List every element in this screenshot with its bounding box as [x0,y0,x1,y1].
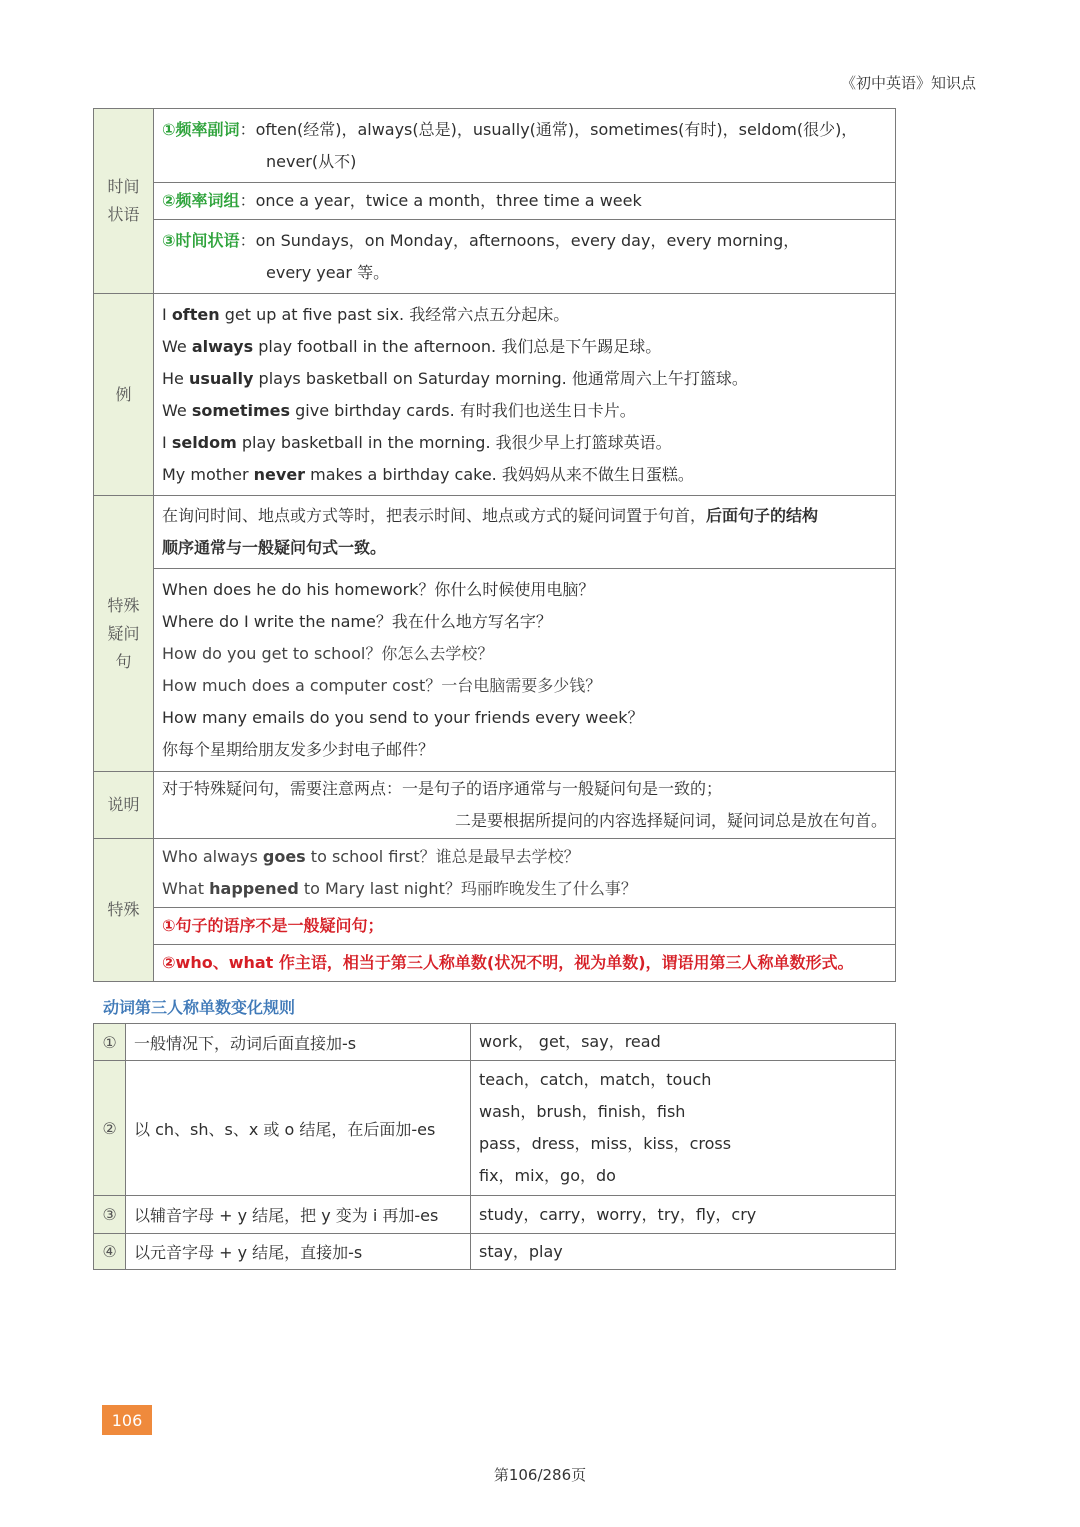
label-line: 疑问 [107,623,140,643]
note-line: 对于特殊疑问句，需要注意两点：一是句子的语序通常与一般疑问句是一致的； [162,779,723,798]
frequency-phrases-cell [154,183,896,220]
special-examples-cell [154,839,896,908]
rule-number: ④ [94,1234,126,1270]
example-sentence: We sometimes give birthday cards. 有时我们也送生日卡片。 [162,400,636,420]
rule-description: 以 ch、sh、s、x 或 o 结尾，在后面加-es [126,1061,471,1196]
label-special-questions [94,496,154,772]
example-sentence: We always play football in the afternoon. 我们总是下午踢足球。 [162,336,662,356]
note-line: 二是要根据所提问的内容选择疑问词，疑问词总是放在句首。 [454,811,887,830]
rule-examples: teach，catch，match，touch wash，brush，finish，fish pass，dress，miss，kiss，cross fix，mix，go，do [471,1061,896,1196]
question-example: How do you get to school？你怎么去学校？ [162,644,494,663]
rule-number: ③ [94,1196,126,1234]
row-text: ：on Sundays，on Monday，afternoons，every day，every morning， [239,230,800,250]
rule-examples: study，carry，worry，try，fly，cry [471,1196,896,1234]
page-number-badge: 106 [102,1405,152,1435]
label-line: 状语 [107,205,140,224]
special-rule-2: ②who、what 作主语，相当于第三人称单数(状况不明，视为单数)，谓语用第三人称单数形式。 [154,945,896,982]
special-example: Who always goes to school first？谁总是最早去学校？ [162,847,580,866]
example-sentence: I often get up at five past six. 我经常六点五分起床。 [162,304,570,324]
examples-cell [154,294,896,496]
row-text: ：often(经常)，always(总是)，usually(通常)，sometimes(有时)，seldom(很少)， [239,119,858,139]
grammar-table [93,108,896,982]
question-example: When does he do his homework？你什么时候使用电脑？ [162,580,595,599]
label-special: 特殊 [94,839,154,982]
label-line: 特殊 [107,595,140,615]
label-line: 时间 [107,177,140,196]
frequency-adverbs-cell [154,109,896,183]
tag-frequency-phrases: ②频率词组 [162,191,240,210]
third-person-rules-table [93,1023,896,1270]
label-time-adverbial [94,109,154,294]
example-sentence: He usually plays basketball on Saturday morning. 他通常周六上午打篮球。 [162,368,748,388]
special-questions-examples [154,569,896,772]
label-line: 句 [115,651,132,671]
tag-frequency-adverbs: ①频率副词 [162,119,240,139]
question-example: Where do I write the name？我在什么地方写名字？ [162,612,552,631]
rule-number: ② [94,1061,126,1196]
section-title: 动词第三人称单数变化规则 [103,998,296,1017]
example-sentence: My mother never makes a birthday cake. 我妈妈从来不做生日蛋糕。 [162,464,694,484]
label-examples: 例 [94,294,154,496]
time-adverbials-cell [154,220,896,294]
question-example: 你每个星期给朋友发多少封电子邮件？ [162,740,435,759]
page-footer: 第106/286页 [493,1466,587,1484]
special-example: What happened to Mary last night？玛丽昨晚发生了什么事？ [162,879,637,898]
tag-time-adverbials: ③时间状语 [162,230,240,250]
rule-examples: work， get，say，read [471,1024,896,1061]
rule-description: 一般情况下，动词后面直接加-s [126,1024,471,1061]
special-rule-1: ①句子的语序不是一般疑问句； [154,908,896,945]
question-example: How many emails do you send to your friends every week？ [162,708,644,727]
rule-description: 以元音字母 + y 结尾，直接加-s [126,1234,471,1270]
row-text: ：once a year，twice a month，three time a week [239,191,642,210]
rule-description: 以辅音字母 + y 结尾，把 y 变为 i 再加-es [126,1196,471,1234]
note-cell [154,772,896,839]
special-questions-intro: 在询问时间、地点或方式等时，把表示时间、地点或方式的疑问词置于句首，后面句子的结构 顺序通常与一般疑问句式一致。 [154,496,896,569]
row-text: every year 等。 [266,262,390,282]
example-sentence: I seldom play basketball in the morning. 我很少早上打篮球英语。 [162,432,672,452]
question-example: How much does a computer cost？一台电脑需要多少钱？ [162,676,602,695]
rule-number: ① [94,1024,126,1061]
rule-examples: stay，play [471,1234,896,1270]
row-text: never(从不) [266,151,357,171]
label-note: 说明 [94,772,154,839]
book-title: 《初中英语》知识点 [840,74,976,92]
